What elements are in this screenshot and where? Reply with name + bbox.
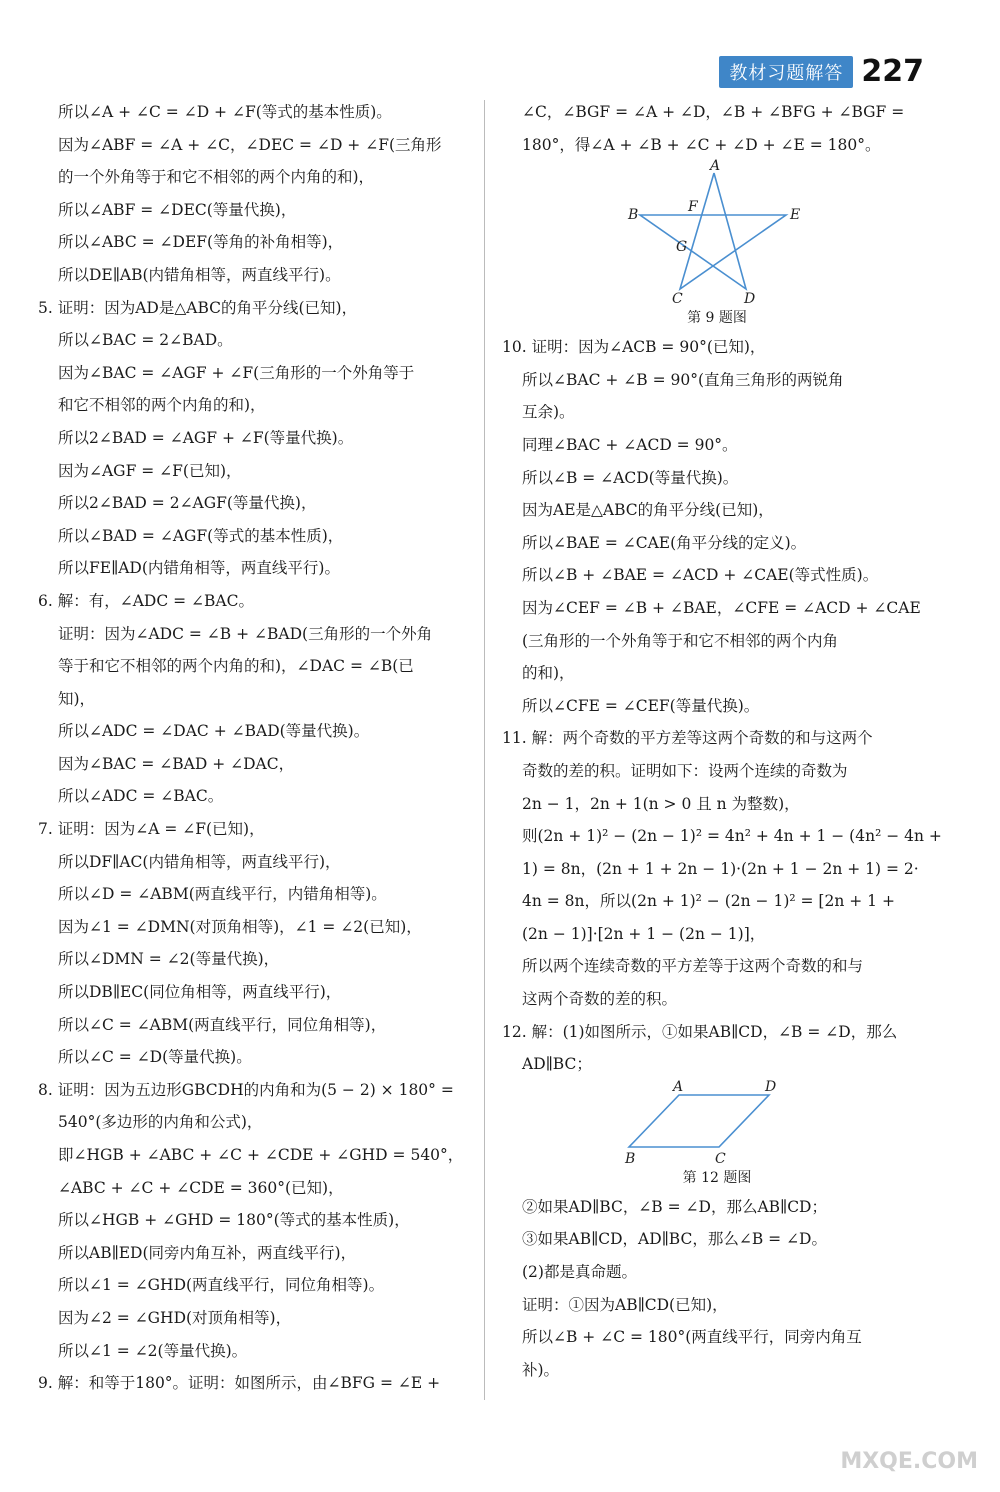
text-line: 和它不相邻的两个内角的和)， [58, 396, 266, 415]
text-line: 奇数的差的积。证明如下：设两个连续的奇数为 [522, 761, 848, 780]
figure-9 [502, 158, 932, 331]
text-line: 因为∠BAC = ∠BAD + ∠DAC， [58, 754, 295, 773]
text-line: ∠ABC + ∠C + ∠CDE = 360°(已知)， [58, 1178, 344, 1197]
problem-line: 9. 解：和等于180°。证明：如图所示，由∠BFG = ∠E + [38, 1374, 441, 1393]
text-line: 因为∠2 = ∠GHD(对顶角相等)， [58, 1308, 292, 1327]
text-line: 因为∠CEF = ∠B + ∠BAE，∠CFE = ∠ACD + ∠CAE [522, 598, 921, 617]
text-line: 因为∠AGF = ∠F(已知)， [58, 461, 242, 480]
problem-line: 5. 证明：因为AD是△ABC的角平分线(已知)， [38, 298, 358, 317]
text-line: (2n − 1)]·[2n + 1 − (2n − 1)]， [522, 924, 766, 943]
figure-12 [502, 1078, 932, 1191]
text-line: 所以∠BAE = ∠CAE(角平分线的定义)。 [522, 533, 807, 552]
text-line: 所以∠1 = ∠GHD(两直线平行，同位角相等)。 [58, 1276, 385, 1295]
label-a: A [673, 1078, 684, 1095]
problem-line: 11. 解：两个奇数的平方差等这两个奇数的和与这两个 [502, 729, 873, 748]
problem-line: 12. 解：(1)如图所示，①如果AB∥CD，∠B = ∠D，那么 [502, 1022, 898, 1041]
text-line: 所以∠B = ∠ACD(等量代换)。 [522, 468, 739, 487]
text-line: 所以AB∥ED(同旁内角互补，两直线平行)， [58, 1243, 357, 1262]
text-line: 这两个奇数的差的积。 [522, 990, 678, 1009]
text-line: 所以∠B + ∠C = 180°(两直线平行，同旁内角互 [522, 1328, 862, 1347]
parallelogram-figure [625, 1078, 807, 1167]
text-line: 2n − 1，2n + 1(n > 0 且 n 为整数)， [522, 794, 800, 813]
watermark-text: MXQE.COM [840, 1449, 978, 1474]
text-line: 所以∠ADC = ∠BAC。 [58, 787, 224, 806]
left-column [38, 96, 468, 1400]
text-line: 因为∠1 = ∠DMN(对顶角相等)，∠1 = ∠2(已知)， [58, 917, 422, 936]
text-line: 所以两个连续奇数的平方差等于这两个奇数的和与 [522, 957, 864, 976]
text-line: 等于和它不相邻的两个内角的和)，∠DAC = ∠B(已 [58, 657, 414, 676]
text-line: 所以∠BAC = 2∠BAD。 [58, 331, 233, 350]
label-f: F [688, 199, 698, 216]
text-line: 因为∠BAC = ∠AGF + ∠F(三角形的一个外角等于 [58, 363, 415, 382]
text-line: 因为AE是△ABC的角平分线(已知)， [522, 501, 774, 520]
problem-line: 10. 证明：因为∠ACB = 90°(已知)， [502, 338, 766, 357]
text-line: 同理∠BAC + ∠ACD = 90°。 [522, 435, 738, 454]
text-line: 4n = 8n，所以(2n + 1)² − (2n − 1)² = [2n + 1 + [522, 892, 895, 911]
text-line: 证明：因为∠ADC = ∠B + ∠BAD(三角形的一个外角 [58, 624, 433, 643]
label-b: B [628, 207, 639, 224]
text-line: 证明：①因为AB∥CD(已知)， [522, 1295, 728, 1314]
text-line: ∠C，∠BGF = ∠A + ∠D，∠B + ∠BFG + ∠BGF = [522, 103, 905, 121]
text-line: 1) = 8n，(2n + 1 + 2n − 1)·(2n + 1 − 2n + 1) = 2· [522, 859, 919, 878]
text-line: 即∠HGB + ∠ABC + ∠C + ∠CDE + ∠GHD = 540°， [58, 1146, 464, 1164]
section-badge: 教材习题解答 [719, 56, 853, 88]
text-line: 所以DB∥EC(同位角相等，两直线平行)， [58, 983, 342, 1002]
label-g: G [676, 239, 688, 256]
text-line: 所以∠B + ∠BAE = ∠ACD + ∠CAE(等式性质)。 [522, 566, 879, 585]
right-column [502, 96, 942, 1386]
text-line: 180°，得∠A + ∠B + ∠C + ∠D + ∠E = 180°。 [522, 135, 881, 154]
text-line: 所以∠BAC + ∠B = 90°(直角三角形的两锐角 [522, 370, 844, 389]
label-b: B [625, 1150, 636, 1167]
text-line: 所以∠ABF = ∠DEC(等量代换)， [58, 200, 297, 219]
text-line: 补)。 [522, 1360, 560, 1379]
text-line: 所以DF∥AC(内错角相等，两直线平行)， [58, 852, 341, 871]
text-line: AD∥BC； [522, 1055, 592, 1074]
parallelogram-outline [629, 1095, 769, 1147]
page-number: 227 [861, 54, 924, 89]
text-line: (三角形的一个外角等于和它不相邻的两个内角 [522, 631, 839, 650]
text-line: 所以∠DMN = ∠2(等量代换)， [58, 950, 280, 969]
text-line: 所以DE∥AB(内错角相等，两直线平行)。 [58, 265, 341, 284]
problem-line: 6. 解：有，∠ADC = ∠BAC。 [38, 591, 254, 610]
label-d: D [744, 291, 756, 308]
text-line: 所以∠ADC = ∠DAC + ∠BAD(等量代换)。 [58, 722, 370, 741]
text-line: 所以∠C = ∠ABM(两直线平行，同位角相等)， [58, 1015, 387, 1034]
star-figure [628, 158, 802, 308]
text-line: ③如果AB∥CD，AD∥BC，那么∠B = ∠D。 [522, 1230, 827, 1249]
text-line: 所以∠C = ∠D(等量代换)。 [58, 1048, 252, 1067]
text-line: 所以∠BAD = ∠AGF(等式的基本性质)， [58, 526, 344, 545]
text-line: 所以∠CFE = ∠CEF(等量代换)。 [522, 696, 760, 715]
text-line: 互余)。 [522, 403, 575, 422]
text-line: 所以FE∥AD(内错角相等，两直线平行)。 [58, 559, 340, 578]
text-line: (2)都是真命题。 [522, 1263, 637, 1282]
figure-12-caption: 第 12 题图 [682, 1169, 752, 1186]
right-middle-text [502, 331, 942, 1081]
text-line: 因为∠ABF = ∠A + ∠C，∠DEC = ∠D + ∠F(三角形 [58, 135, 442, 154]
label-c: C [672, 291, 683, 308]
text-line: 所以∠A + ∠C = ∠D + ∠F(等式的基本性质)。 [58, 103, 392, 121]
text-line: 所以2∠BAD = ∠AGF + ∠F(等量代换)。 [58, 428, 354, 447]
text-line: 所以∠HGB + ∠GHD = 180°(等式的基本性质)， [58, 1211, 410, 1230]
problem-line: 7. 证明：因为∠A = ∠F(已知)， [38, 820, 265, 839]
problem-line: 8. 证明：因为五边形GBCDH的内角和为(5 − 2) × 180° = [38, 1080, 454, 1099]
label-e: E [790, 207, 801, 224]
text-line: 所以2∠BAD = 2∠AGF(等量代换)， [58, 494, 317, 513]
text-line: 则(2n + 1)² − (2n − 1)² = 4n² + 4n + 1 − (4n² − 4n + [522, 827, 942, 846]
star-outline [640, 173, 786, 289]
figure-9-caption: 第 9 题图 [687, 310, 747, 327]
right-bottom-text [502, 1191, 932, 1387]
text-line: 的和)， [522, 664, 575, 683]
text-line: 540°(多边形的内角和公式)， [58, 1113, 263, 1132]
right-top-text [502, 96, 932, 161]
label-a: A [710, 158, 721, 175]
column-divider [484, 100, 485, 1400]
text-line: 知)， [58, 689, 96, 708]
label-c: C [715, 1150, 726, 1167]
text-line: 所以∠ABC = ∠DEF(等角的补角相等)， [58, 233, 344, 252]
label-d: D [765, 1078, 777, 1095]
text-line: ②如果AD∥BC，∠B = ∠D，那么AB∥CD； [522, 1197, 827, 1216]
text-line: 的一个外角等于和它不相邻的两个内角的和)， [58, 168, 375, 187]
page-header [719, 54, 924, 89]
text-line: 所以∠1 = ∠2(等量代换)。 [58, 1341, 248, 1360]
text-line: 所以∠D = ∠ABM(两直线平行，内错角相等)。 [58, 885, 387, 904]
